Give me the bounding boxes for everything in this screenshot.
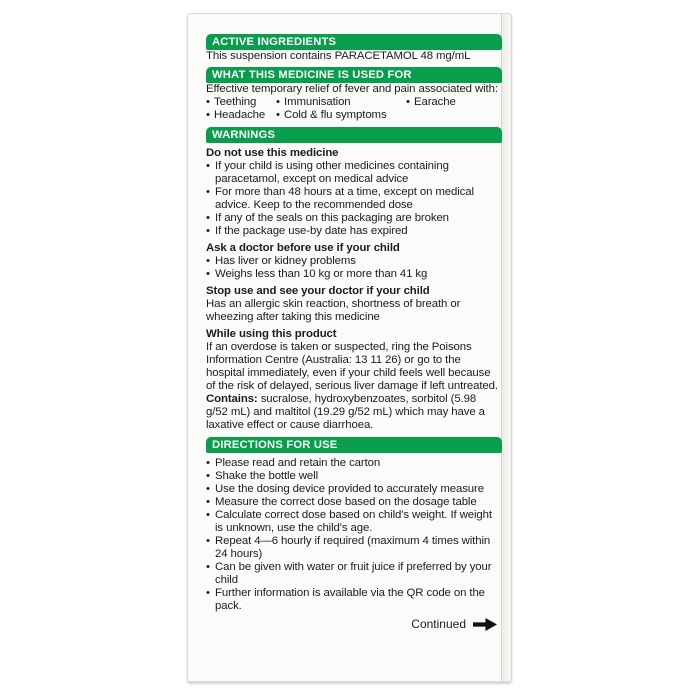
use-item-headache: • Headache <box>206 109 276 122</box>
use-item-cold-flu: • Cold & flu symptoms <box>276 109 406 122</box>
used-for-intro: Effective temporary relief of fever and pain associated with: <box>206 83 498 95</box>
ask-doctor-heading: Ask a doctor before use if your child <box>206 242 400 254</box>
list-item: • Please read and retain the carton <box>206 457 498 470</box>
active-ingredients-text: This suspension contains PARACETAMOL 48 mg/mL <box>206 50 471 62</box>
do-not-use-heading: Do not use this medicine <box>206 147 339 159</box>
medicine-label-panel <box>187 13 512 682</box>
used-for-header: WHAT THIS MEDICINE IS USED FOR <box>206 67 502 83</box>
list-item: • Use the dosing device provided to accurately measure <box>206 483 498 496</box>
contains-label: Contains: <box>206 393 258 405</box>
list-item: • Can be given with water or fruit juice if preferred by your child <box>206 561 498 587</box>
continued-label: Continued <box>411 617 466 631</box>
list-item: • Measure the correct dose based on the dosage table <box>206 496 498 509</box>
while-using-heading: While using this product <box>206 328 337 340</box>
use-item-earache: • Earache <box>406 96 498 109</box>
list-item: • For more than 48 hours at a time, except on medical advice. Keep to the recommended dose <box>206 186 498 212</box>
list-item: • Weighs less than 10 kg or more than 41 kg <box>206 268 498 281</box>
warnings-header: WARNINGS <box>206 127 502 143</box>
directions-header: DIRECTIONS FOR USE <box>206 437 502 453</box>
list-item: • Shake the bottle well <box>206 470 498 483</box>
list-item: • Repeat 4—6 hourly if required (maximum 4 times within 24 hours) <box>206 535 498 561</box>
list-item: • Further information is available via the QR code on the pack. <box>206 587 498 613</box>
list-item: • Has liver or kidney problems <box>206 255 498 268</box>
label-content <box>188 14 511 631</box>
continued-arrow-icon <box>473 618 497 631</box>
continued-note <box>206 618 498 631</box>
contains-text <box>206 393 498 432</box>
stop-use-text: Has an allergic skin reaction, shortness of breath or wheezing after taking this medicine <box>206 298 461 323</box>
list-item: • If the package use-by date has expired <box>206 225 498 238</box>
list-item: • If your child is using other medicines containing paracetamol, except on medical advice <box>206 160 498 186</box>
uses-list <box>206 96 498 122</box>
use-item-teething: • Teething <box>206 96 276 109</box>
contains-body: sucralose, hydroxybenzoates, sorbitol (5.98 g/52 mL) and maltitol (19.29 g/52 mL) which may have a laxative effect or cause diarrhoea. <box>206 393 485 431</box>
use-item-immunisation: • Immunisation <box>276 96 406 109</box>
stop-use-heading: Stop use and see your doctor if your child <box>206 285 430 297</box>
list-item: • If any of the seals on this packaging are broken <box>206 212 498 225</box>
while-using-text: If an overdose is taken or suspected, ring the Poisons Information Centre (Australia: 13 11 26) or go to the hospital immediately, even if your child feels well because of the risk of delayed, serious liver damage if left untreated. <box>206 341 498 392</box>
list-item: • Calculate correct dose based on child's weight. If weight is unknown, use the child's age. <box>206 509 498 535</box>
active-ingredients-header: ACTIVE INGREDIENTS <box>206 34 502 50</box>
